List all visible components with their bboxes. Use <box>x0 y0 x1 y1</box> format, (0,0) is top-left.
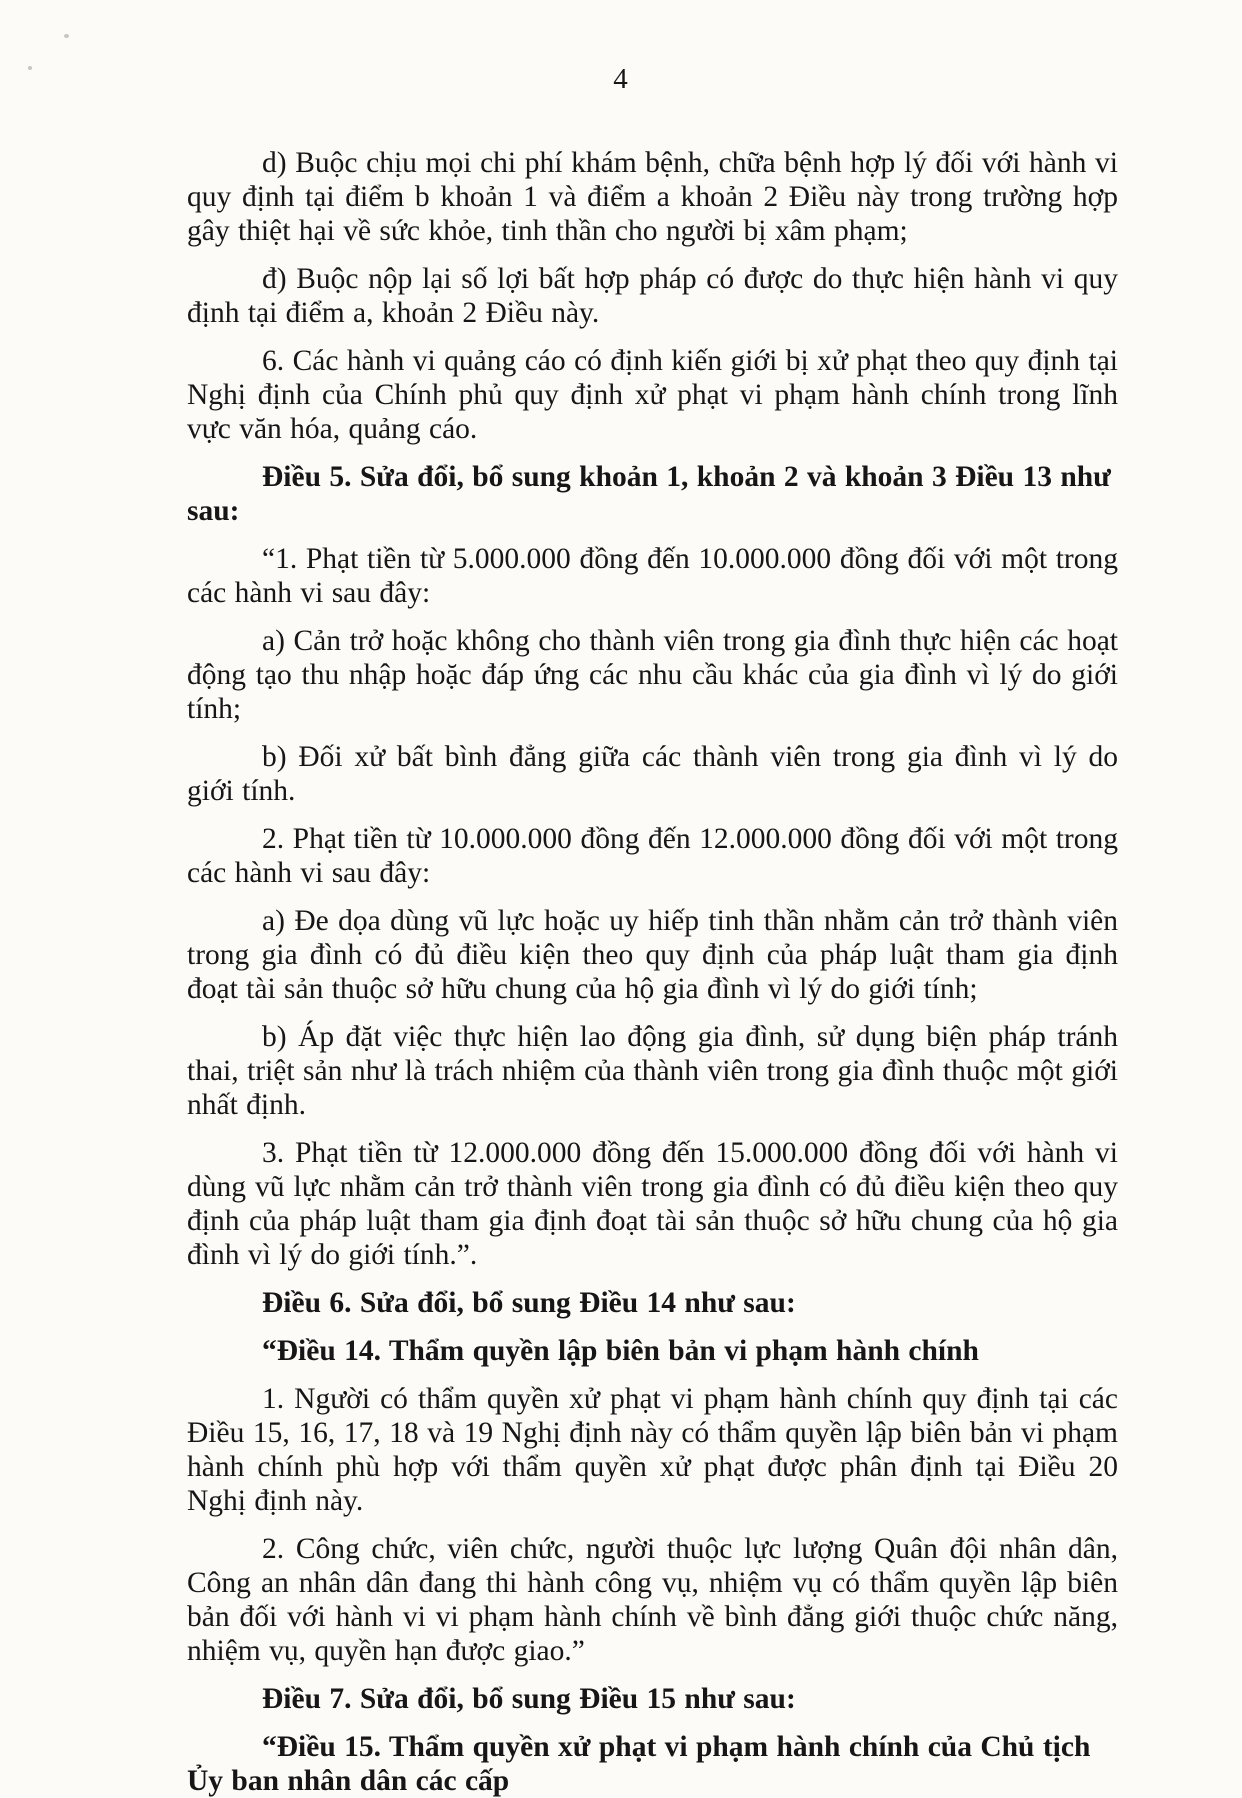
article-heading: Điều 7. Sửa đổi, bổ sung Điều 15 như sau: <box>262 1683 796 1715</box>
body-paragraph: 2. Phạt tiền từ 10.000.000 đồng đến 12.000.000 đồng đối với một trong các hành vi sau đây: <box>187 823 1118 889</box>
body-paragraph: b) Áp đặt việc thực hiện lao động gia đình, sử dụng biện pháp tránh thai, triệt sản như là trách nhiệm của thành viên trong gia đình thuộc một giới nhất định. <box>187 1021 1118 1121</box>
body-paragraph: b) Đối xử bất bình đẳng giữa các thành viên trong gia đình vì lý do giới tính. <box>187 741 1118 807</box>
scan-artifact <box>28 66 32 70</box>
page-number: 4 <box>613 63 629 95</box>
body-paragraph: a) Cản trở hoặc không cho thành viên trong gia đình thực hiện các hoạt động tạo thu nhập hoặc đáp ứng các nhu cầu khác của gia đình vì lý do giới tính; <box>187 625 1118 725</box>
article-heading: Điều 5. Sửa đổi, bổ sung khoản 1, khoản 2 và khoản 3 Điều 13 như sau: <box>187 461 1111 527</box>
body-paragraph: 6. Các hành vi quảng cáo có định kiến giới bị xử phạt theo quy định tại Nghị định của Chính phủ quy định xử phạt vi phạm hành chính trong lĩnh vực văn hóa, quảng cáo. <box>187 345 1118 445</box>
scan-artifact <box>64 34 69 38</box>
article-heading: “Điều 14. Thẩm quyền lập biên bản vi phạm hành chính <box>262 1335 979 1367</box>
body-paragraph: d) Buộc chịu mọi chi phí khám bệnh, chữa bệnh hợp lý đối với hành vi quy định tại điểm b khoản 1 và điểm a khoản 2 Điều này trong trường hợp gây thiệt hại về sức khỏe, tinh thần cho người bị xâm phạm; <box>187 147 1118 247</box>
body-paragraph: đ) Buộc nộp lại số lợi bất hợp pháp có được do thực hiện hành vi quy định tại điểm a, khoản 2 Điều này. <box>187 263 1118 329</box>
body-paragraph: a) Đe dọa dùng vũ lực hoặc uy hiếp tinh thần nhằm cản trở thành viên trong gia đình có đủ điều kiện theo quy định của pháp luật tham gia định đoạt tài sản thuộc sở hữu chung của hộ gia đình vì lý do giới tính; <box>187 905 1118 1005</box>
body-paragraph: 2. Công chức, viên chức, người thuộc lực lượng Quân đội nhân dân, Công an nhân dân đang thi hành công vụ, nhiệm vụ có thẩm quyền lập biên bản đối với hành vi vi phạm hành chính về bình đẳng giới thuộc chức năng, nhiệm vụ, quyền hạn được giao.” <box>187 1533 1118 1667</box>
article-heading: Điều 6. Sửa đổi, bổ sung Điều 14 như sau: <box>262 1287 796 1319</box>
body-paragraph: 1. Người có thẩm quyền xử phạt vi phạm hành chính quy định tại các Điều 15, 16, 17, 18 và 19 Nghị định này có thẩm quyền lập biên bản vi phạm hành chính phù hợp với thẩm quyền xử phạt được phân định tại Điều 20 Nghị định này. <box>187 1383 1118 1517</box>
body-paragraph: 3. Phạt tiền từ 12.000.000 đồng đến 15.000.000 đồng đối với hành vi dùng vũ lực nhằm cản trở thành viên trong gia đình có đủ điều kiện theo quy định của pháp luật tham gia định đoạt tài sản thuộc sở hữu chung của hộ gia đình vì lý do giới tính.”. <box>187 1137 1118 1271</box>
body-paragraph: “1. Phạt tiền từ 5.000.000 đồng đến 10.000.000 đồng đối với một trong các hành vi sau đây: <box>187 543 1118 609</box>
article-heading: “Điều 15. Thẩm quyền xử phạt vi phạm hành chính của Chủ tịch Ủy ban nhân dân các cấp <box>187 1731 1091 1797</box>
document-body <box>187 146 1118 1798</box>
